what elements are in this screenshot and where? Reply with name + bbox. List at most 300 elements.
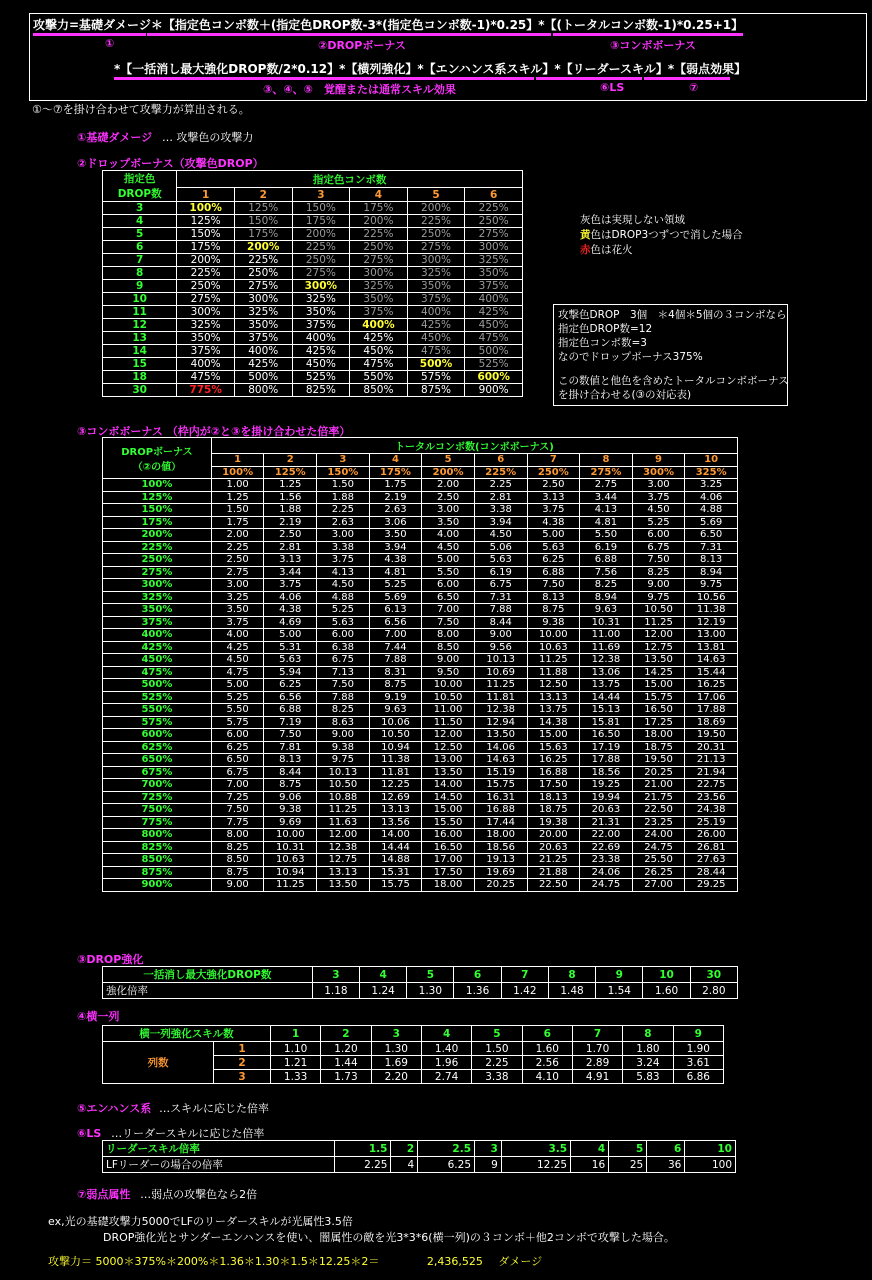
drop-bonus-cell: 200% <box>103 529 212 542</box>
underline-base <box>33 33 146 36</box>
bonus-cell: 250% <box>465 215 523 228</box>
table-row <box>103 254 523 267</box>
multiplier-cell: 3.75 <box>317 554 370 567</box>
multiplier-cell: 4.69 <box>264 616 317 629</box>
combo-bonus-cell: 250% <box>527 466 580 479</box>
combo-count-cell: 4 <box>350 188 408 202</box>
row-value-cell: 4.91 <box>572 1070 622 1084</box>
multiplier-cell: 15.00 <box>422 804 475 817</box>
multiplier-cell: 5.25 <box>317 604 370 617</box>
drop-count-cell: 30 <box>103 384 177 397</box>
skill-count-cell: 2 <box>321 1026 371 1042</box>
multiplier-cell: 10.56 <box>685 591 738 604</box>
row-value-cell: 1.69 <box>371 1056 421 1070</box>
bonus-cell: 225% <box>177 267 235 280</box>
multiplier-cell: 8.50 <box>211 854 264 867</box>
row-count-cell: 1 <box>214 1042 271 1056</box>
multiplier-cell: 15.00 <box>527 729 580 742</box>
section-title: ⑤エンハンス系 <box>77 1102 152 1115</box>
multiplier-cell: 5.25 <box>369 579 422 592</box>
multiplier-cell: 3.25 <box>685 479 738 492</box>
drop-bonus-cell: 650% <box>103 754 212 767</box>
row-label-cell: 列数 <box>103 1042 214 1084</box>
table-row <box>103 516 738 529</box>
row-value-cell: 2.89 <box>572 1056 622 1070</box>
multiplier-cell: 2.50 <box>264 529 317 542</box>
multiplier-cell: 21.75 <box>632 791 685 804</box>
multiplier-cell: 3.00 <box>422 504 475 517</box>
bonus-cell: 500% <box>465 345 523 358</box>
drop-bonus-cell: 450% <box>103 654 212 667</box>
label-skill-effects: ③、④、⑤ 覚醒または通常スキル効果 <box>263 83 456 96</box>
lf-value-cell: 16 <box>571 1157 609 1173</box>
multiplier-cell: 11.25 <box>317 804 370 817</box>
bonus-cell: 250% <box>350 241 408 254</box>
drop-count-cell: 10 <box>103 293 177 306</box>
multiplier-cell: 5.63 <box>527 541 580 554</box>
multiplier-cell: 2.50 <box>527 479 580 492</box>
multiplier-cell: 14.50 <box>422 791 475 804</box>
example-box-line: なのでドロップボーナス375% <box>558 351 703 363</box>
lf-value-cell: 2.25 <box>334 1157 391 1173</box>
bonus-cell: 900% <box>465 384 523 397</box>
multiplier-cell: 8.31 <box>369 666 422 679</box>
combo-count-cell: 3 <box>317 454 370 467</box>
multiplier-cell: 6.00 <box>211 729 264 742</box>
skill-count-cell: 1 <box>270 1026 320 1042</box>
multiplier-cell: 26.25 <box>632 866 685 879</box>
multiplier-cell: 17.88 <box>580 754 633 767</box>
multiplier-cell: 10.88 <box>317 791 370 804</box>
lf-value-cell: 36 <box>647 1157 685 1173</box>
multiplier-cell: 15.63 <box>527 741 580 754</box>
multiplier-cell: 3.75 <box>527 504 580 517</box>
multiplier-cell: 16.31 <box>474 791 527 804</box>
multiplier-cell: 8.75 <box>527 604 580 617</box>
formula-box <box>29 13 867 101</box>
multiplier-cell: 3.94 <box>474 516 527 529</box>
multiplier-cell: 9.38 <box>527 616 580 629</box>
drop-bonus-cell: 875% <box>103 866 212 879</box>
multiplier-cell: 9.00 <box>211 879 264 892</box>
bonus-cell: 350% <box>292 306 350 319</box>
multiplier-cell: 18.75 <box>632 741 685 754</box>
bonus-cell: 125% <box>177 215 235 228</box>
boost-value-cell: 1.24 <box>360 983 407 999</box>
boost-count-cell: 4 <box>360 967 407 983</box>
ls-value-cell: 2 <box>391 1141 418 1157</box>
row-count-cell: 3 <box>214 1070 271 1084</box>
multiplier-cell: 20.25 <box>474 879 527 892</box>
bonus-cell: 325% <box>350 280 408 293</box>
multiplier-cell: 7.50 <box>422 616 475 629</box>
bonus-cell: 375% <box>350 306 408 319</box>
multiplier-cell: 7.56 <box>580 566 633 579</box>
boost-count-cell: 10 <box>643 967 690 983</box>
boost-count-cell: 3 <box>312 967 359 983</box>
skill-count-cell: 7 <box>572 1026 622 1042</box>
table-row <box>103 754 738 767</box>
multiplier-cell: 9.00 <box>422 654 475 667</box>
multiplier-cell: 15.13 <box>580 704 633 717</box>
table-row <box>103 1042 724 1056</box>
multiplier-cell: 9.50 <box>422 666 475 679</box>
multiplier-cell: 7.50 <box>527 579 580 592</box>
multiplier-cell: 4.25 <box>211 641 264 654</box>
table-row <box>103 579 738 592</box>
boost-value-cell: 2.80 <box>690 983 737 999</box>
multiplier-cell: 16.50 <box>580 729 633 742</box>
section-title: ⑦弱点属性 <box>77 1188 131 1201</box>
bonus-cell: 275% <box>234 280 292 293</box>
bonus-cell: 225% <box>292 241 350 254</box>
drop-bonus-cell: 850% <box>103 854 212 867</box>
table-row <box>103 280 523 293</box>
table-row <box>103 841 738 854</box>
multiplier-cell: 12.75 <box>632 641 685 654</box>
boost-count-cell: 5 <box>407 967 454 983</box>
bonus-cell: 250% <box>234 267 292 280</box>
bonus-cell: 350% <box>177 332 235 345</box>
multiplier-cell: 1.75 <box>211 516 264 529</box>
row-value-cell: 1.80 <box>623 1042 673 1056</box>
multiplier-cell: 18.75 <box>527 804 580 817</box>
combo-bonus-cell: 100% <box>211 466 264 479</box>
intro-text: ①～⑦を掛け合わせて攻撃力が算出される。 <box>32 103 250 116</box>
multiplier-cell: 3.00 <box>632 479 685 492</box>
multiplier-cell: 4.06 <box>264 591 317 604</box>
label-weak: ⑦ <box>689 81 699 94</box>
multiplier-cell: 4.75 <box>211 666 264 679</box>
section-title: ①基礎ダメージ <box>77 131 153 144</box>
label-drop-bonus: ②DROPボーナス <box>318 39 406 52</box>
underline-skill-effects <box>114 77 534 80</box>
bonus-cell: 375% <box>292 319 350 332</box>
multiplier-cell: 14.38 <box>527 716 580 729</box>
multiplier-cell: 6.38 <box>317 641 370 654</box>
lf-value-cell: 9 <box>475 1157 502 1173</box>
boost-value-cell: 1.36 <box>454 983 501 999</box>
multiplier-cell: 19.94 <box>580 791 633 804</box>
combo-count-cell: 4 <box>369 454 422 467</box>
table-row <box>103 641 738 654</box>
multiplier-cell: 2.81 <box>474 491 527 504</box>
bonus-cell: 425% <box>407 319 465 332</box>
drop-count-cell: 14 <box>103 345 177 358</box>
multiplier-cell: 3.75 <box>632 491 685 504</box>
ls-value-cell: 3.5 <box>501 1141 570 1157</box>
multiplier-cell: 12.25 <box>369 779 422 792</box>
multiplier-cell: 3.44 <box>264 566 317 579</box>
multiplier-cell: 10.31 <box>264 841 317 854</box>
bonus-cell: 450% <box>465 319 523 332</box>
drop-bonus-cell: 350% <box>103 604 212 617</box>
bonus-cell: 175% <box>234 228 292 241</box>
bonus-cell: 350% <box>407 280 465 293</box>
bonus-cell: 275% <box>465 228 523 241</box>
multiplier-cell: 12.50 <box>527 679 580 692</box>
multiplier-cell: 15.00 <box>632 679 685 692</box>
drop-count-cell: 8 <box>103 267 177 280</box>
bonus-cell: 100% <box>177 202 235 215</box>
multiplier-cell: 5.94 <box>264 666 317 679</box>
bonus-cell: 300% <box>234 293 292 306</box>
combo-count-cell: 1 <box>177 188 235 202</box>
multiplier-cell: 10.63 <box>527 641 580 654</box>
multiplier-cell: 8.25 <box>317 704 370 717</box>
bonus-cell: 300% <box>292 280 350 293</box>
multiplier-cell: 25.50 <box>632 854 685 867</box>
drop-bonus-cell: 525% <box>103 691 212 704</box>
bonus-cell: 350% <box>234 319 292 332</box>
drop-bonus-cell: 700% <box>103 779 212 792</box>
row-value-cell: 1.60 <box>522 1042 572 1056</box>
multiplier-cell: 13.00 <box>422 754 475 767</box>
multiplier-cell: 2.63 <box>317 516 370 529</box>
multiplier-cell: 3.50 <box>422 516 475 529</box>
legend-red-rest: 色は花火 <box>590 244 633 256</box>
multiplier-cell: 8.44 <box>474 616 527 629</box>
multiplier-cell: 11.50 <box>422 716 475 729</box>
section-desc: …弱点の攻撃色なら2倍 <box>140 1188 258 1201</box>
example-box-line: 指定色DROP数=12 <box>558 323 653 335</box>
drop-bonus-cell: 325% <box>103 591 212 604</box>
multiplier-cell: 9.19 <box>369 691 422 704</box>
multiplier-cell: 17.19 <box>580 741 633 754</box>
example-line-1: ex,光の基礎攻撃力5000でLFのリーダースキルが光属性3.5倍 <box>48 1215 353 1228</box>
multiplier-cell: 4.13 <box>580 504 633 517</box>
table-row <box>103 504 738 517</box>
multiplier-cell: 12.00 <box>632 629 685 642</box>
multiplier-cell: 5.63 <box>317 616 370 629</box>
underline-weak <box>644 77 730 80</box>
drop-bonus-cell: 300% <box>103 579 212 592</box>
combo-bonus-cell: 175% <box>369 466 422 479</box>
multiplier-cell: 4.88 <box>685 504 738 517</box>
boost-value-cell: 1.42 <box>501 983 548 999</box>
multiplier-cell: 11.38 <box>685 604 738 617</box>
table-row <box>103 384 523 397</box>
multiplier-cell: 12.38 <box>474 704 527 717</box>
multiplier-cell: 8.75 <box>369 679 422 692</box>
label-ls: ⑥LS <box>600 81 625 94</box>
multiplier-cell: 11.81 <box>474 691 527 704</box>
multiplier-cell: 17.50 <box>527 779 580 792</box>
bonus-cell: 225% <box>407 215 465 228</box>
table-row <box>103 591 738 604</box>
bonus-cell: 475% <box>177 371 235 384</box>
multiplier-cell: 14.63 <box>685 654 738 667</box>
section-drop-bonus: ②ドロップボーナス（攻撃色DROP） <box>77 157 264 170</box>
boost-value-cell: 1.48 <box>548 983 595 999</box>
multiplier-cell: 1.25 <box>211 491 264 504</box>
multiplier-cell: 25.19 <box>685 816 738 829</box>
drop-bonus-cell: 425% <box>103 641 212 654</box>
multiplier-cell: 5.50 <box>422 566 475 579</box>
multiplier-cell: 5.00 <box>422 554 475 567</box>
bonus-cell: 300% <box>350 267 408 280</box>
bonus-cell: 400% <box>292 332 350 345</box>
table-row <box>103 804 738 817</box>
boost-label-cell: 強化倍率 <box>103 983 313 999</box>
legend <box>580 213 743 258</box>
multiplier-cell: 21.88 <box>527 866 580 879</box>
multiplier-cell: 2.19 <box>264 516 317 529</box>
multiplier-cell: 5.75 <box>211 716 264 729</box>
multiplier-cell: 8.50 <box>422 641 475 654</box>
bonus-cell: 275% <box>350 254 408 267</box>
bonus-cell: 325% <box>234 306 292 319</box>
multiplier-cell: 7.31 <box>474 591 527 604</box>
drop-bonus-cell: 675% <box>103 766 212 779</box>
multiplier-cell: 21.25 <box>527 854 580 867</box>
skill-count-cell: 5 <box>472 1026 522 1042</box>
multiplier-cell: 14.44 <box>369 841 422 854</box>
multiplier-cell: 19.50 <box>632 754 685 767</box>
bonus-cell: 400% <box>234 345 292 358</box>
drop-count-cell: 12 <box>103 319 177 332</box>
drop-bonus-cell: 800% <box>103 829 212 842</box>
multiplier-cell: 8.94 <box>580 591 633 604</box>
multiplier-cell: 16.00 <box>422 829 475 842</box>
total-combo-header: トータルコンボ数(コンボボーナス) <box>211 438 737 454</box>
bonus-cell: 350% <box>350 293 408 306</box>
multiplier-cell: 9.75 <box>685 579 738 592</box>
multiplier-cell: 6.00 <box>632 529 685 542</box>
multiplier-cell: 10.50 <box>317 779 370 792</box>
multiplier-cell: 5.50 <box>580 529 633 542</box>
section-combo-bonus: ③コンボボーナス （枠内が②と③を掛け合わせた倍率） <box>77 425 351 438</box>
bonus-cell: 125% <box>234 202 292 215</box>
row-value-cell: 1.30 <box>371 1042 421 1056</box>
ls-value-cell: 5 <box>609 1141 647 1157</box>
bonus-cell: 200% <box>177 254 235 267</box>
combo-count-header: 指定色コンボ数 <box>177 171 523 188</box>
multiplier-cell: 17.44 <box>474 816 527 829</box>
multiplier-cell: 13.13 <box>317 866 370 879</box>
drop-count-cell: 18 <box>103 371 177 384</box>
section-weakness <box>77 1186 257 1202</box>
multiplier-cell: 10.31 <box>580 616 633 629</box>
bonus-cell: 200% <box>292 228 350 241</box>
multiplier-cell: 20.63 <box>527 841 580 854</box>
multiplier-cell: 17.50 <box>422 866 475 879</box>
multiplier-cell: 2.50 <box>211 554 264 567</box>
multiplier-cell: 20.31 <box>685 741 738 754</box>
bonus-cell: 150% <box>177 228 235 241</box>
multiplier-cell: 4.50 <box>422 541 475 554</box>
table-row <box>103 479 738 492</box>
table-row <box>103 358 523 371</box>
multiplier-cell: 15.75 <box>369 879 422 892</box>
multiplier-cell: 6.25 <box>527 554 580 567</box>
bonus-cell: 825% <box>292 384 350 397</box>
multiplier-cell: 3.44 <box>580 491 633 504</box>
multiplier-cell: 12.94 <box>474 716 527 729</box>
multiplier-cell: 4.00 <box>211 629 264 642</box>
multiplier-cell: 9.38 <box>317 741 370 754</box>
multiplier-cell: 26.81 <box>685 841 738 854</box>
multiplier-cell: 11.25 <box>474 679 527 692</box>
boost-count-cell: 30 <box>690 967 737 983</box>
multiplier-cell: 2.50 <box>422 491 475 504</box>
multiplier-cell: 14.63 <box>474 754 527 767</box>
row-value-cell: 1.50 <box>472 1042 522 1056</box>
multiplier-cell: 7.50 <box>632 554 685 567</box>
multiplier-cell: 16.88 <box>474 804 527 817</box>
multiplier-cell: 6.75 <box>632 541 685 554</box>
row-value-cell: 1.10 <box>270 1042 320 1056</box>
multiplier-cell: 6.00 <box>422 579 475 592</box>
multiplier-cell: 15.81 <box>580 716 633 729</box>
combo-count-cell: 10 <box>685 454 738 467</box>
multiplier-cell: 4.00 <box>422 529 475 542</box>
combo-count-cell: 7 <box>527 454 580 467</box>
multiplier-cell: 27.63 <box>685 854 738 867</box>
drop-bonus-cell: 375% <box>103 616 212 629</box>
bonus-cell: 225% <box>234 254 292 267</box>
bonus-cell: 450% <box>407 332 465 345</box>
multiplier-cell: 18.00 <box>422 879 475 892</box>
drop-bonus-cell: 400% <box>103 629 212 642</box>
multiplier-cell: 8.75 <box>264 779 317 792</box>
example-box-line: 攻撃色DROP 3個 ＊4個＊5個の３コンボなら <box>558 309 787 321</box>
bonus-cell: 250% <box>407 228 465 241</box>
multiplier-cell: 3.38 <box>317 541 370 554</box>
multiplier-cell: 6.75 <box>317 654 370 667</box>
example-calc <box>48 1253 542 1269</box>
multiplier-cell: 24.06 <box>580 866 633 879</box>
row-value-cell: 1.44 <box>321 1056 371 1070</box>
multiplier-cell: 6.50 <box>685 529 738 542</box>
multiplier-cell: 18.00 <box>632 729 685 742</box>
label-combo-bonus: ③コンボボーナス <box>610 39 696 52</box>
multiplier-cell: 21.13 <box>685 754 738 767</box>
multiplier-cell: 5.69 <box>369 591 422 604</box>
multiplier-cell: 10.63 <box>264 854 317 867</box>
bonus-cell: 375% <box>177 345 235 358</box>
table-row <box>103 491 738 504</box>
multiplier-cell: 10.50 <box>422 691 475 704</box>
multiplier-cell: 6.75 <box>474 579 527 592</box>
section-row-boost: ④横一列 <box>77 1010 120 1023</box>
multiplier-cell: 6.00 <box>317 629 370 642</box>
multiplier-cell: 13.81 <box>685 641 738 654</box>
multiplier-cell: 23.38 <box>580 854 633 867</box>
boost-value-cell: 1.18 <box>312 983 359 999</box>
ls-value-cell: 10 <box>685 1141 736 1157</box>
multiplier-cell: 17.88 <box>685 704 738 717</box>
lf-value-cell: 12.25 <box>501 1157 570 1173</box>
multiplier-cell: 22.50 <box>527 879 580 892</box>
bonus-cell: 275% <box>177 293 235 306</box>
multiplier-cell: 11.69 <box>580 641 633 654</box>
multiplier-cell: 11.81 <box>369 766 422 779</box>
leader-skill-table <box>102 1140 736 1173</box>
underline-combo-bonus <box>553 33 743 36</box>
multiplier-cell: 5.69 <box>685 516 738 529</box>
combo-bonus-cell: 325% <box>685 466 738 479</box>
multiplier-cell: 11.25 <box>632 616 685 629</box>
bonus-cell: 575% <box>407 371 465 384</box>
multiplier-cell: 24.75 <box>632 841 685 854</box>
table-row <box>103 267 523 280</box>
row-head-cell: 横一列強化スキル数 <box>103 1026 271 1042</box>
multiplier-cell: 9.00 <box>317 729 370 742</box>
multiplier-cell: 22.00 <box>580 829 633 842</box>
multiplier-cell: 8.00 <box>422 629 475 642</box>
drop-count-cell: 7 <box>103 254 177 267</box>
